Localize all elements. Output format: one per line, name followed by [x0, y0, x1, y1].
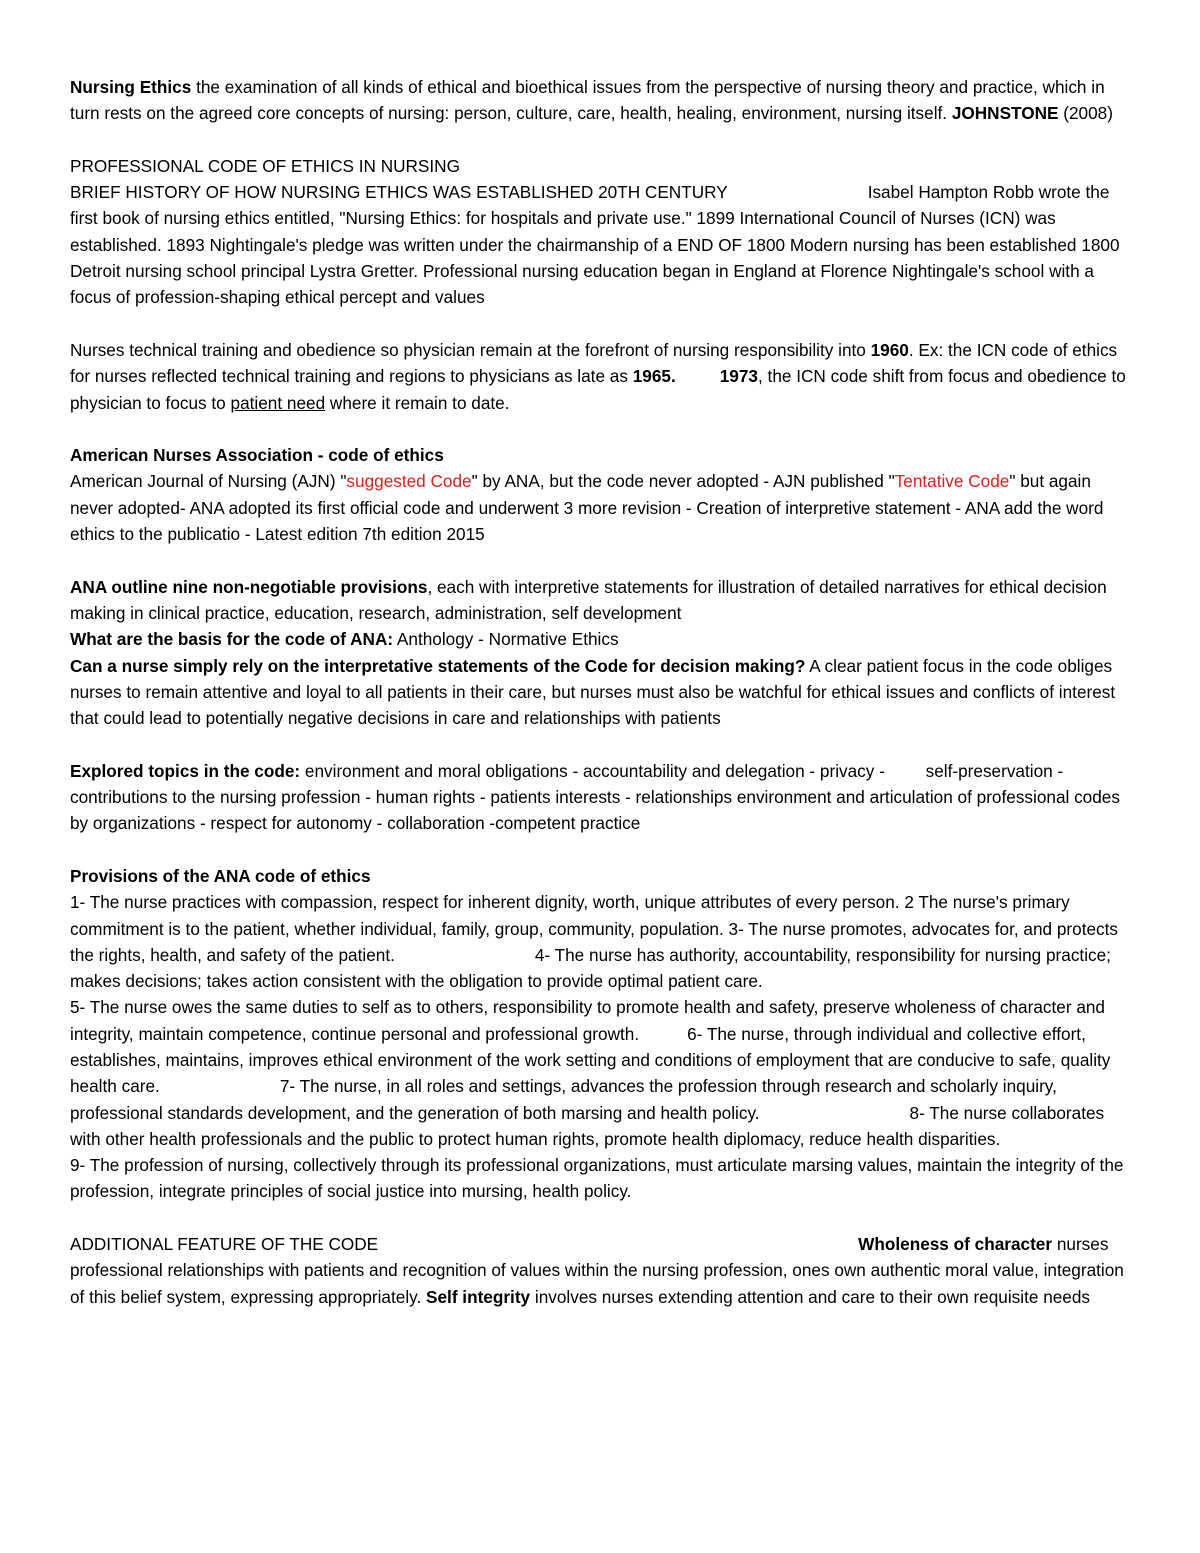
suggested-code-red: suggested Code — [346, 471, 472, 492]
history-paragraph — [70, 179, 1132, 310]
provisions-paragraph — [70, 889, 1132, 1152]
history-subheading: BRIEF HISTORY OF HOW NURSING ETHICS WAS ESTABLISHED 20TH CENTURY — [70, 182, 728, 203]
intro-year: (2008) — [1058, 103, 1113, 124]
topics-label: Explored topics in the code: — [70, 760, 301, 781]
self-integrity: Self integrity — [426, 1286, 531, 1307]
provision-5: 5- The nurse owes the same duties to self as to others, responsibility to promote health and safety, preserve wholeness of character and integrity, maintain competence, continue personal and professional growth. — [70, 997, 1105, 1044]
basis-answer: Anthology - Normative Ethics — [393, 629, 619, 650]
additional-text-2: involves nurses extending attention and care to their own requisite needs — [530, 1286, 1091, 1307]
intro-paragraph — [70, 74, 1132, 127]
wholeness-of-character: Wholeness of character — [858, 1234, 1053, 1255]
provisions-outline-paragraph — [70, 574, 1132, 627]
additional-paragraph — [70, 1231, 1132, 1310]
training-text-3: , the ICN code shift from focus and obedience to physician to focus to — [70, 366, 1126, 413]
provision-6: 6- The nurse, through individual and collective effort, establishes, maintains, improves ethical environment of the work setting and conditions of employment that are conducive to safe, quality health care. — [70, 1023, 1111, 1097]
provision-7: 7- The nurse, in all roles and settings, advances the profession through research and scholarly inquiry, professional standards development, and the generation of both marsing and health policy. — [70, 1076, 1057, 1123]
provision-9: 9- The profession of nursing, collectively through its professional organizations, must articulate marsing values, maintain the integrity of the profession, integrate principles of social justice into mursing, health policy. — [70, 1155, 1124, 1202]
history-heading: PROFESSIONAL CODE OF ETHICS IN NURSING — [70, 155, 460, 176]
basis-paragraph — [70, 626, 1132, 652]
intro-definition: the examination of all kinds of ethical and bioethical issues from the perspective of nursing theory and practice, which in turn rests on the agreed core concepts of nursing: person, culture, care, health, healing, environment, nursing itself. — [70, 77, 1105, 124]
rely-paragraph — [70, 653, 1132, 732]
history-text: Isabel Hampton Robb wrote the first book of nursing ethics entitled, "Nursing Ethics: for hospitals and private use." 1899 International Council of Nurses (ICN) was established. 1893 Nightingale's pledge was written under the chairmanship of a END OF 1800 Modern nursing has been established 1800 Detroit nursing school principal Lystra Gretter. Professional nursing education began in England at Florence Nightingale's school with a focus of profession-shaping ethical percept and values — [70, 182, 1120, 308]
ana-text-3: " but again never adopted- ANA adopted its first official code and underwent 3 more revision - Creation of interpretive statement - ANA add the word ethics to the publicatio - Latest edition 7th edition 2015 — [70, 471, 1104, 545]
provision-1-3: 1- The nurse practices with compassion, respect for inherent dignity, worth, unique attributes of every person. 2 The nurse's primary commitment is to the patient, whether individual, family, group, community, population. 3- The nurse promotes, advocates for, and protects the rights, health, and safety of the patient. — [70, 892, 1119, 965]
additional-text-1: nurses professional relationships with patients and recognition of values within the nursing profession, ones own authentic moral value, integration of this belief system, expressing appropriately. — [70, 1234, 1124, 1307]
training-text-4: where it remain to date. — [325, 392, 510, 413]
training-paragraph — [70, 337, 1132, 416]
rely-answer: A clear patient focus in the code obliges nurses to remain attentive and loyal to all patients in their care, but nurses must also be watchful for ethical issues and conflicts of interest that could lead to potentially negative decisions in care and relationships with patients — [70, 655, 1116, 729]
topics-text-1: environment and moral obligations - accountability and delegation - privacy - — [300, 760, 890, 781]
tentative-code-red: Tentative Code — [894, 471, 1010, 492]
training-text-1: Nurses technical training and obedience so physician remain at the forefront of nursing responsibility into — [70, 339, 871, 360]
ana-text-2: " by ANA, but the code never adopted - AJN published " — [471, 471, 895, 492]
intro-citation: JOHNSTONE — [951, 103, 1059, 124]
provisions-outline-bold: ANA outline nine non-negotiable provisions — [70, 576, 428, 597]
ana-paragraph — [70, 468, 1132, 547]
provisions-outline-text: , each with interpretive statements for illustration of detailed narratives for ethical decision making in clinical practice, education, research, administration, self development — [70, 576, 1107, 623]
ana-heading: American Nurses Association - code of ethics — [70, 445, 444, 466]
provisions-heading: Provisions of the ANA code of ethics — [70, 865, 371, 886]
year-1973: 1973 — [719, 366, 758, 387]
additional-heading: ADDITIONAL FEATURE OF THE CODE — [70, 1234, 379, 1255]
topics-text-2: self-preservation - contributions to the nursing profession - human rights - patients interests - relationships environment and articulation of professional codes by organizations - respect for autonomy - collaboration -competent practice — [70, 760, 1120, 834]
provision-8: 8- The nurse collaborates with other health professionals and the public to protect human rights, promote health diplomacy, reduce health disparities. — [70, 1102, 1105, 1149]
rely-question: Can a nurse simply rely on the interpretative statements of the Code for decision making? — [70, 655, 806, 676]
year-1960: 1960 — [870, 339, 909, 360]
provision-4: 4- The nurse has authority, accountability, responsibility for nursing practice; makes decisions; takes action consistent with the obligation to provide optimal patient care. — [70, 944, 1111, 992]
training-text-2: . Ex: the ICN code of ethics for nurses reflected technical training and regions to physicians as late as — [70, 339, 1118, 387]
year-1965: 1965. — [632, 366, 676, 387]
patient-need-underlined: patient need — [230, 392, 326, 413]
nursing-ethics-term: Nursing Ethics — [70, 77, 192, 97]
basis-question: What are the basis for the code of ANA: — [70, 629, 394, 650]
ana-text-1: American Journal of Nursing (AJN) " — [70, 471, 347, 492]
topics-paragraph — [70, 758, 1132, 837]
